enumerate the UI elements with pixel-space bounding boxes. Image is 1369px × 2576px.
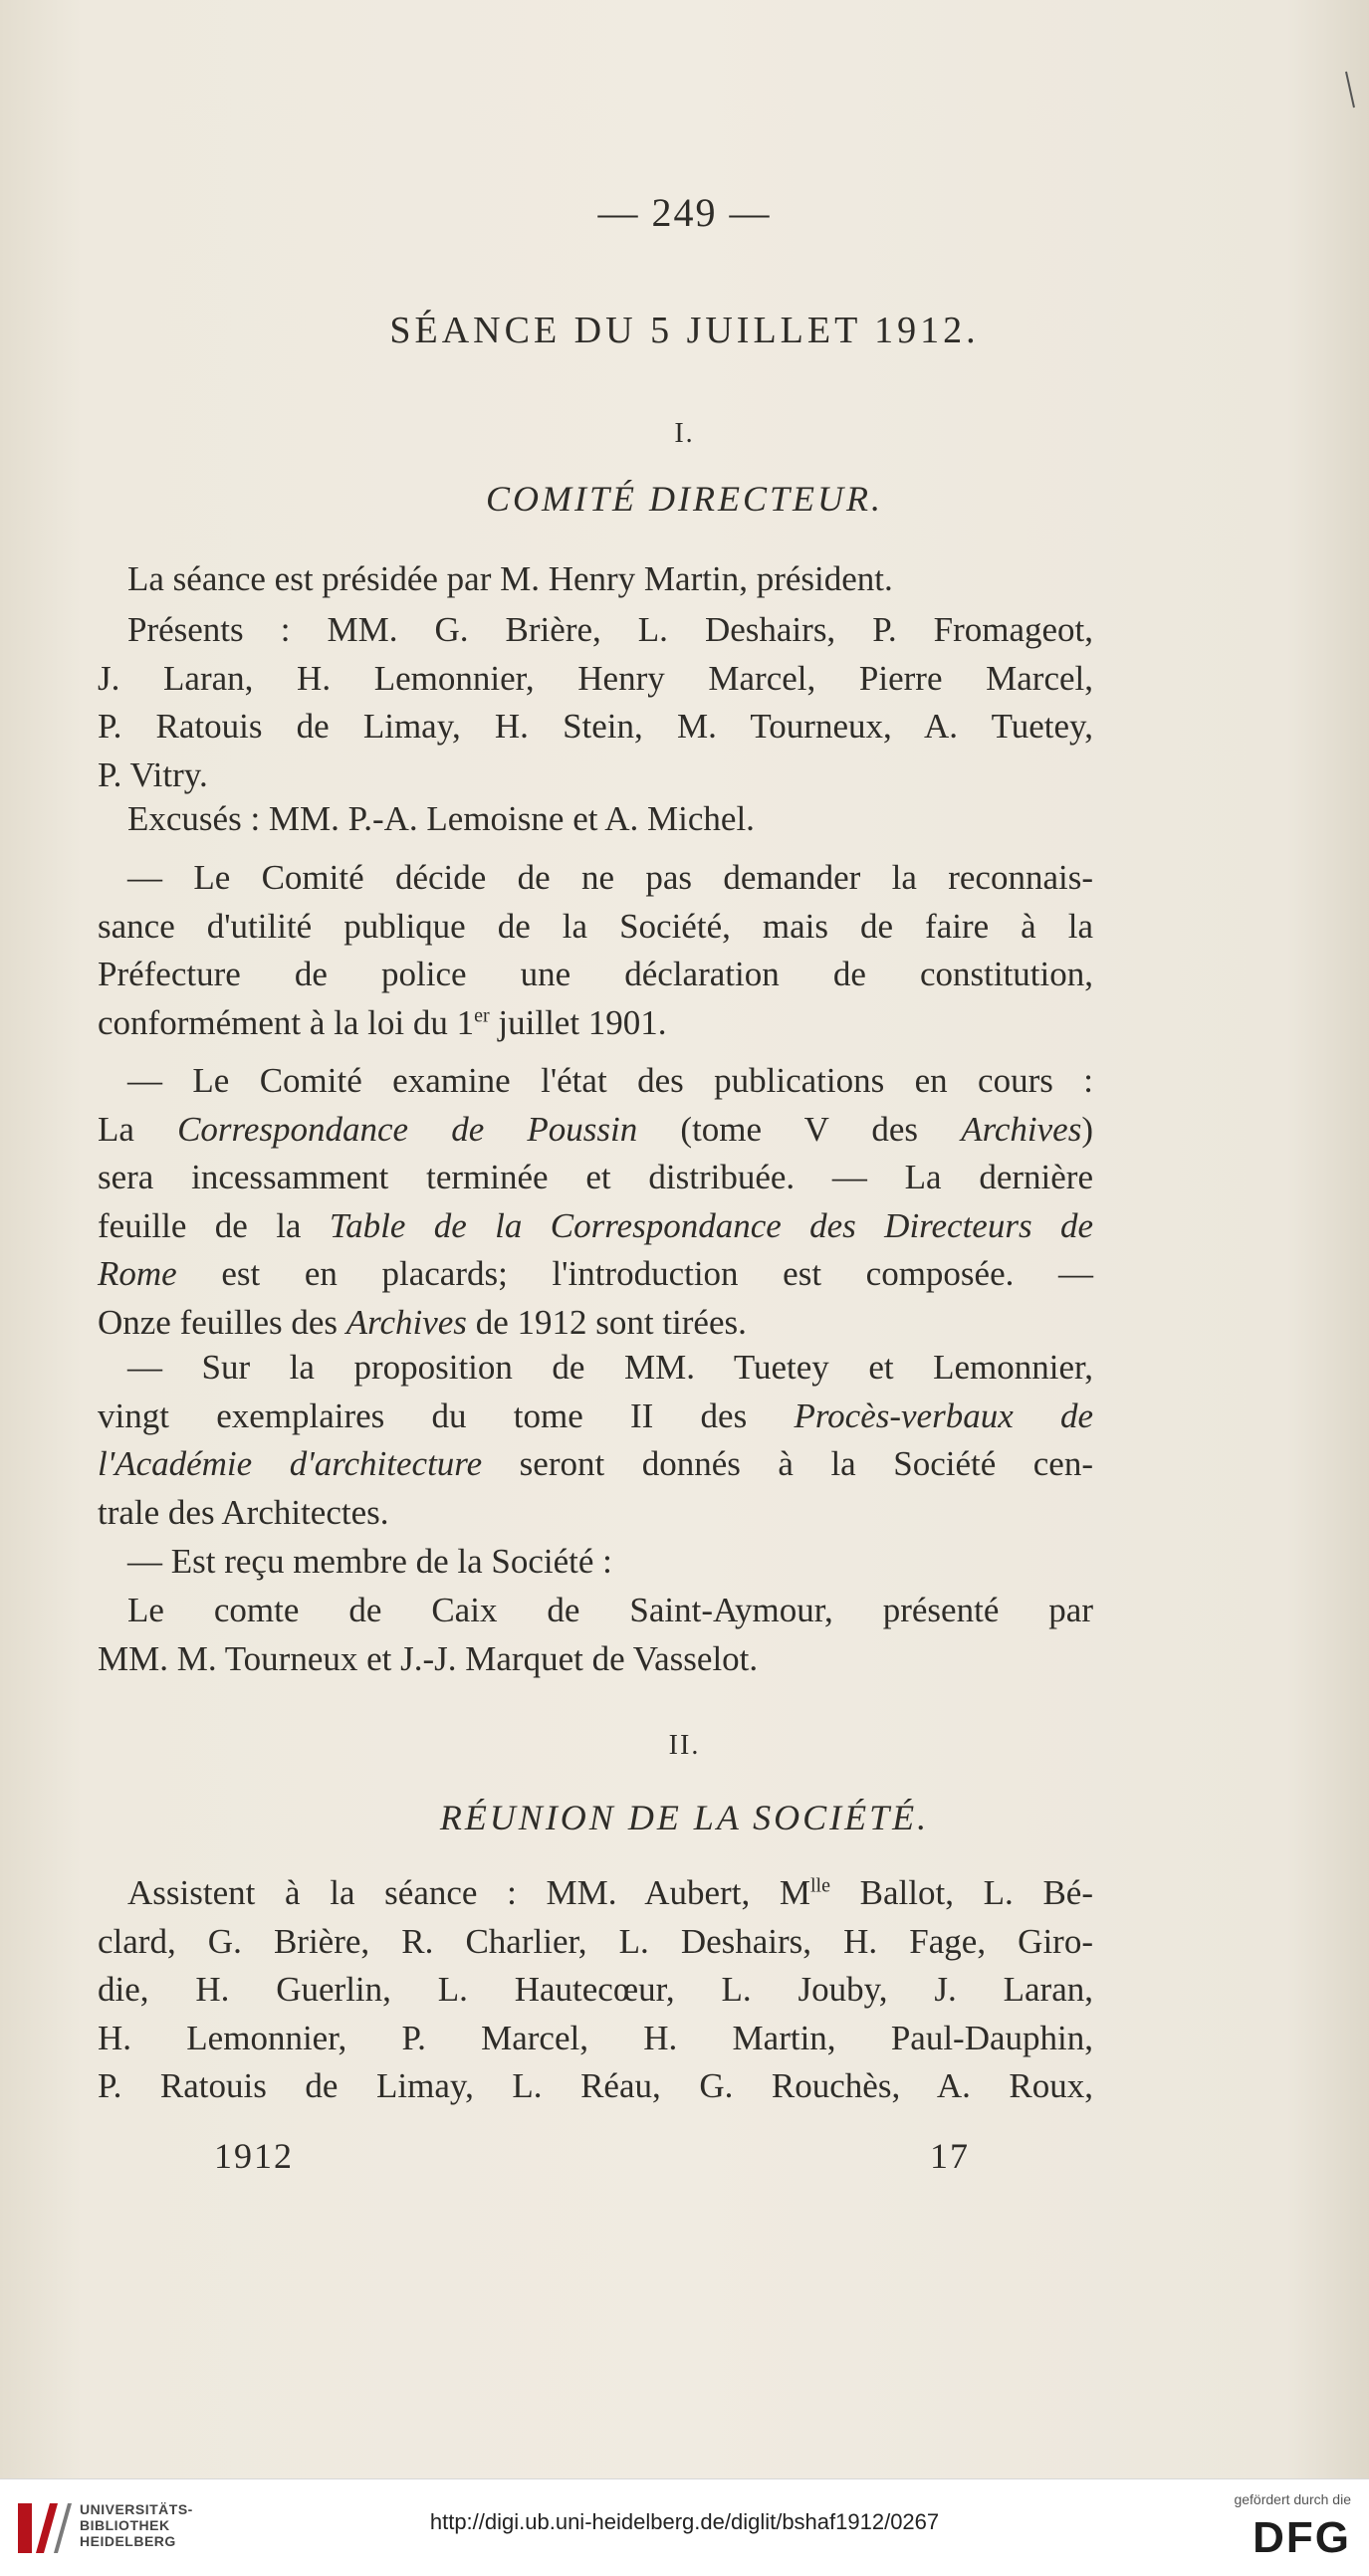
text-line: P. Vitry. [98,754,208,794]
section-numeral-2: II. [668,1730,701,1761]
text-run: conformément à la loi du 1 [98,1002,475,1042]
italic-title: Rome [98,1254,177,1293]
text-line: H. Lemonnier, P. Marcel, H. Martin, Paul-Dauphin, [98,2018,1093,2057]
text-line: — Est reçu membre de la Société : [127,1542,612,1581]
paragraph-publications [98,1057,1093,1347]
text-line: La séance est présidée par M. Henry Martin, président. [127,559,893,598]
signature-number: 17 [930,2136,970,2176]
paragraph-excuses [98,795,1093,844]
text-run: (tome V des [637,1109,962,1149]
text-line: P. Ratouis de Limay, L. Réau, G. Rouchès, A. Roux, [98,2066,1093,2105]
text-line [98,1869,1093,1918]
text-line [98,1250,1093,1299]
text-run: La [98,1109,178,1149]
text-line [98,1393,1093,1441]
italic-title: Correspondance de Poussin [177,1109,638,1149]
italic-title: Table de la Correspondance des Directeurs de [329,1205,1093,1245]
text-run: de 1912 sont tirées. [466,1302,747,1342]
text-line: die, H. Guerlin, L. Hautecœur, L. Jouby, J. Laran, [98,1970,1093,2009]
paragraph-member-name [98,1587,1093,1683]
library-name-line: BIBLIOTHEK [80,2517,170,2533]
text-line [98,1202,1093,1251]
text-line [98,1440,1093,1489]
section-heading-comite: COMITÉ DIRECTEUR. [486,479,883,519]
library-name-line: UNIVERSITÄTS- [80,2501,193,2517]
text-line: sera incessamment terminée et distribuée. — La dernière [98,1158,1093,1196]
italic-title: Archives [961,1109,1082,1149]
page-edge-mark [1344,70,1356,109]
permalink-url[interactable]: http://digi.ub.uni-heidelberg.de/diglit/bshaf1912/0267 [429,2509,940,2534]
text-run: est en placards; l'introduction est composée. — [176,1254,1093,1293]
text-line: Le comte de Caix de Saint-Aymour, présenté par [127,1591,1093,1629]
text-line: J. Laran, H. Lemonnier, Henry Marcel, Pierre Marcel, [98,658,1093,698]
text-line: trale des Architectes. [98,1492,389,1532]
page-folio: — 249 — [597,190,772,235]
text-line [98,999,1093,1048]
text-line: Présents : MM. G. Brière, L. Deshairs, P. Fromageot, [127,610,1093,649]
section-numeral-1: I. [674,418,695,449]
paragraph-presents [98,606,1093,799]
text-line: MM. M. Tourneux et J.-J. Marquet de Vasselot. [98,1638,759,1678]
text-line: Excusés : MM. P.-A. Lemoisne et A. Michel. [127,799,755,838]
section-heading-reunion: RÉUNION DE LA SOCIÉTÉ. [439,1798,930,1837]
viewer-footer [0,2478,1369,2576]
paragraph-presidency [98,555,1093,604]
superscript: er [474,1003,490,1026]
italic-title: l'Académie d'architecture [98,1444,483,1483]
text-line: Préfecture de police une déclaration de constitution, [98,955,1093,993]
funding-note: gefördert durch die [1234,2491,1351,2507]
signature-year: 1912 [214,2136,294,2176]
dfg-logo: DFG [1253,2513,1351,2562]
text-line: P. Ratouis de Limay, H. Stein, M. Tourneux, A. Tuetey, [98,707,1093,746]
italic-title: Procès-verbaux de [794,1395,1094,1435]
text-line [98,1299,1093,1348]
text-line [98,1106,1093,1155]
text-run: vingt exemplaires du tome II des [98,1395,795,1435]
text-run: juillet 1901. [489,1002,667,1042]
superscript: lle [810,1874,830,1897]
text-line: sance d'utilité publique de la Société, mais de faire à la [98,906,1093,946]
text-run: ) [1081,1109,1093,1149]
session-title: SÉANCE DU 5 JUILLET 1912. [389,310,980,351]
text-line: clard, G. Brière, R. Charlier, L. Deshairs, H. Fage, Giro- [98,1921,1093,1961]
text-line: — Le Comité décide de ne pas demander la reconnais- [127,858,1093,897]
text-run: seront donnés à la Société cen- [482,1444,1093,1483]
paragraph-new-member [98,1538,1093,1587]
text-line: — Le Comité examine l'état des publications en cours : [127,1061,1093,1100]
text-run: Ballot, L. Bé- [830,1873,1094,1912]
paragraph-proces-verbaux [98,1344,1093,1537]
text-run: feuille de la [98,1205,330,1245]
italic-title: Archives [345,1302,467,1342]
text-run: Assistent à la séance : MM. Aubert, M [127,1873,810,1912]
library-name-line: HEIDELBERG [80,2533,176,2549]
paragraph-declaration [98,854,1093,1047]
paragraph-attendees [98,1869,1093,2111]
text-run: Onze feuilles des [98,1302,346,1342]
text-line: — Sur la proposition de MM. Tuetey et Lemonnier, [127,1348,1093,1387]
